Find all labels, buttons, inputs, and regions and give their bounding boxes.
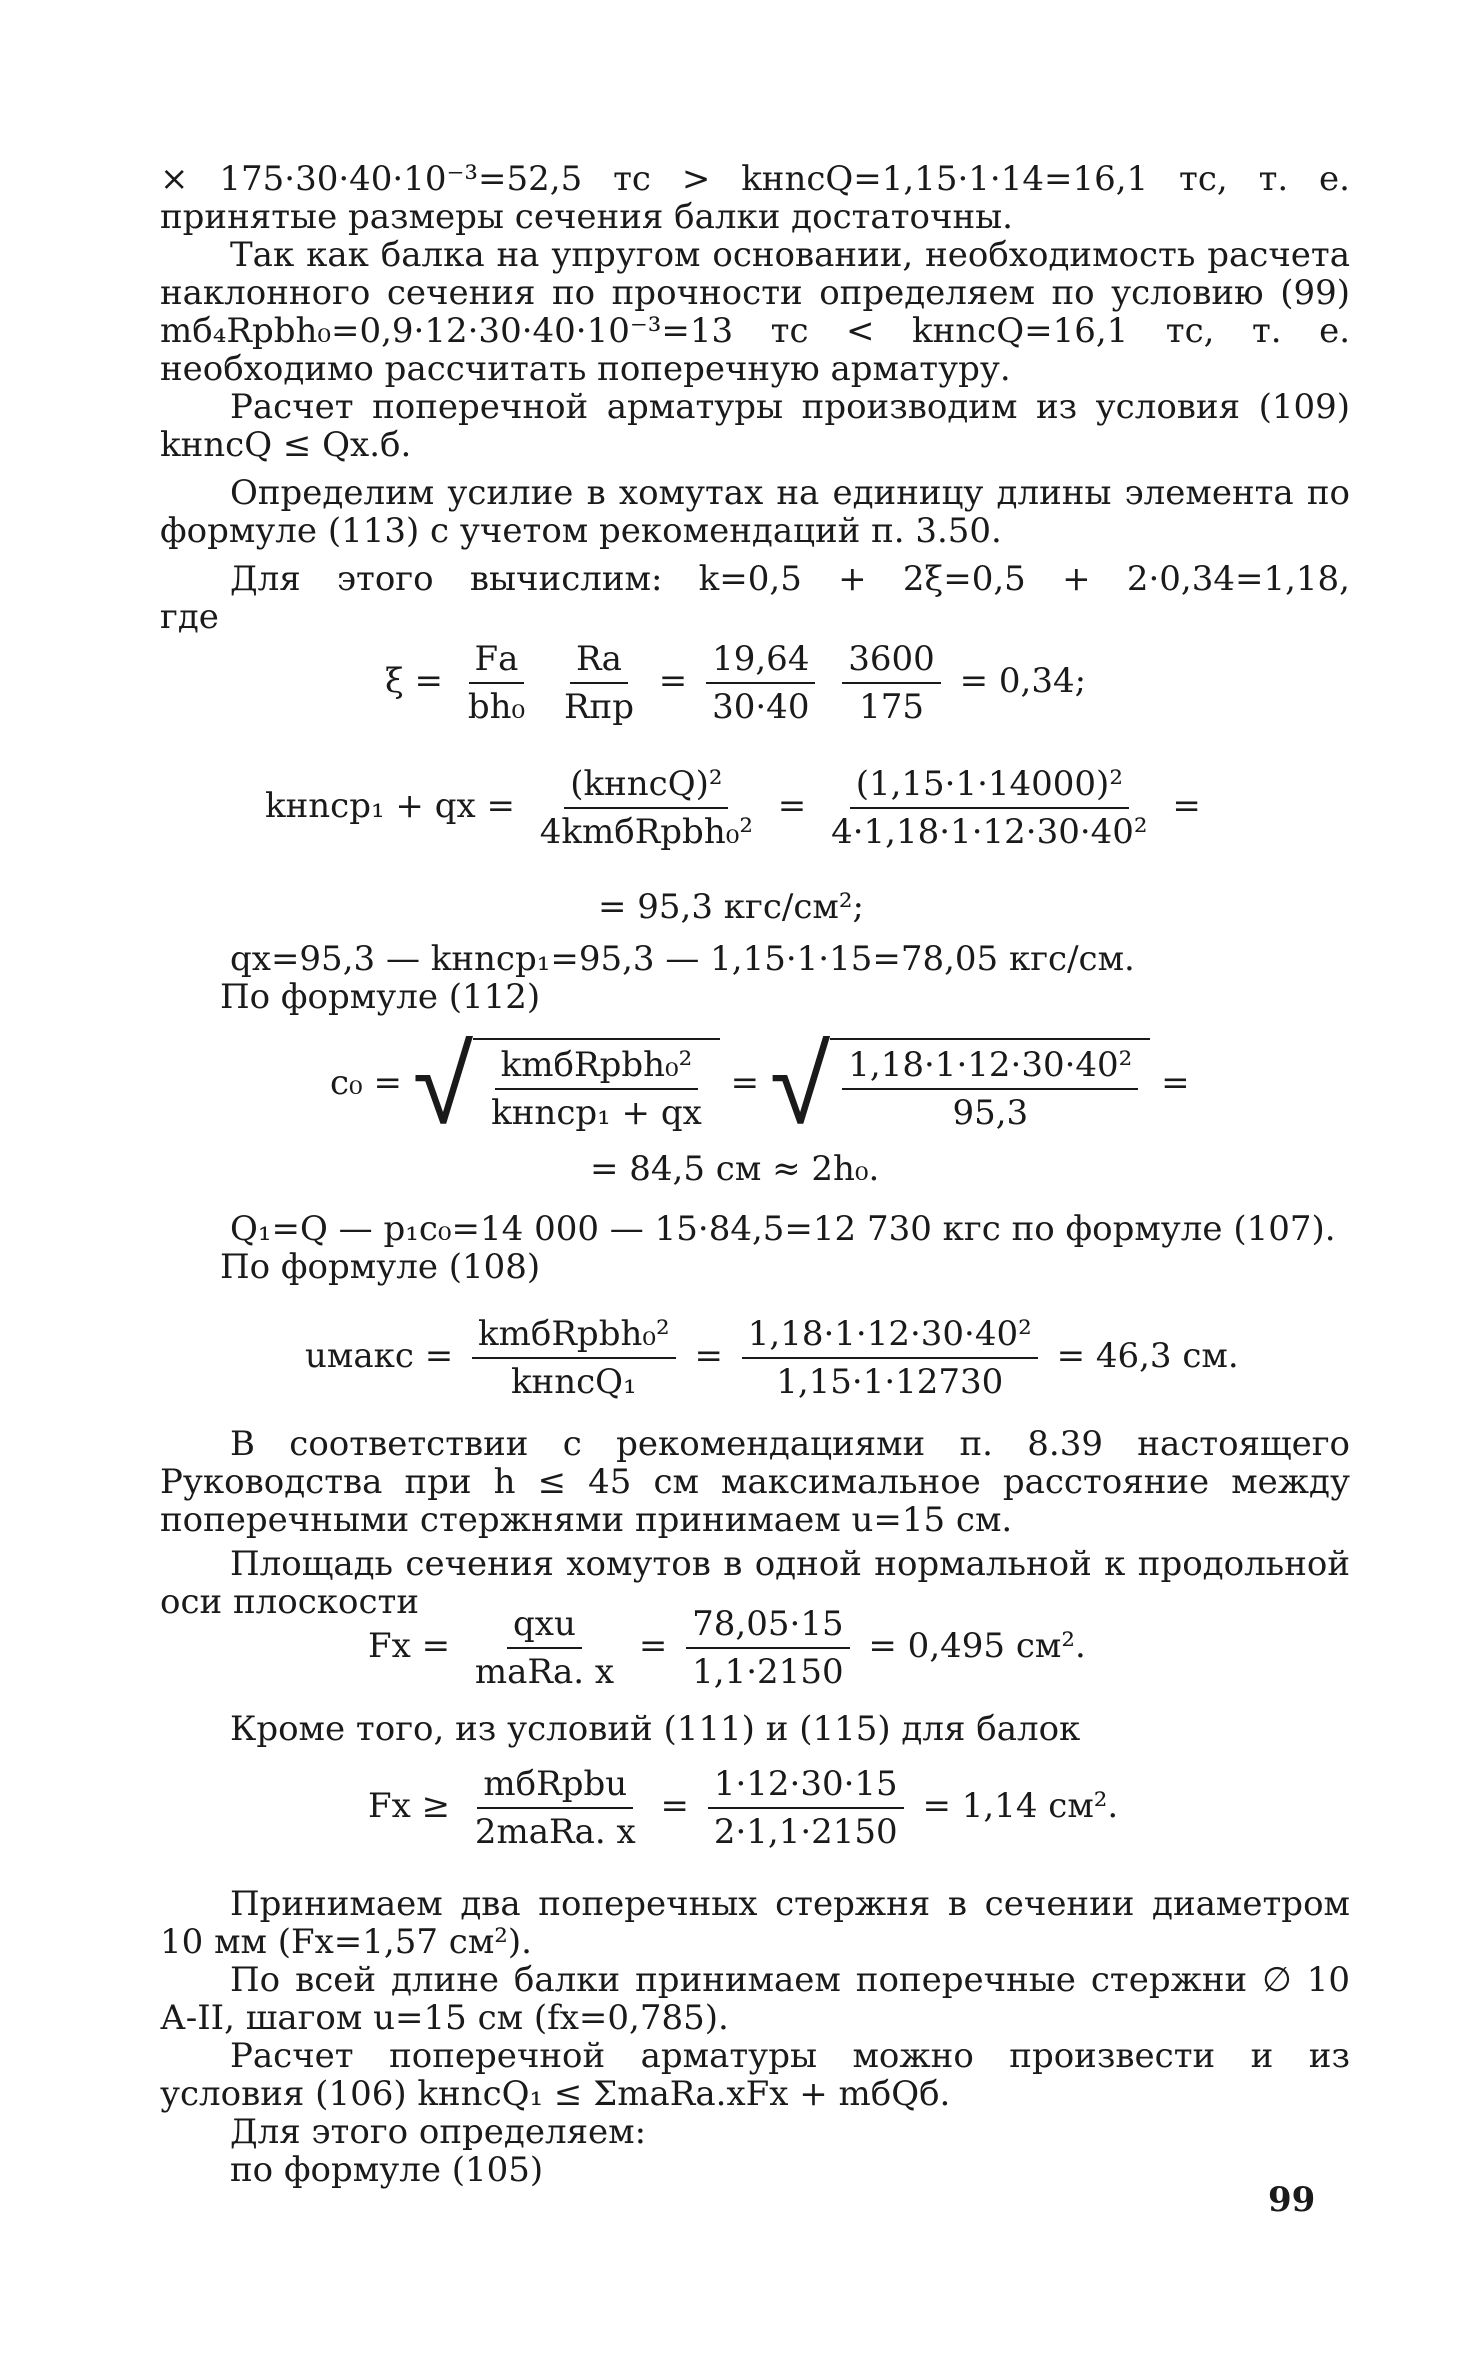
fraction (469, 1605, 620, 1691)
fraction-numerator: Fа (469, 640, 525, 684)
formula-c0-lhs: c₀ = (330, 1063, 402, 1103)
formula-fx2 (368, 1765, 1118, 1851)
equals-sign: = (660, 1786, 689, 1826)
paragraph-6: qх=95,3 — kнncp₁=95,3 — 1,15·1·15=78,05 кгс/см. (230, 939, 1135, 979)
fraction-numerator: qхu (507, 1605, 582, 1649)
equals-sign: = (730, 1063, 760, 1103)
equals-sign: = (1172, 786, 1201, 826)
paragraph-14: Расчет поперечной арматуры можно произвести и из условия (106) kнncQ₁ ≤ ΣmаRа.хFх + mбQб. (160, 2036, 1350, 2114)
equals-sign: = (638, 1626, 668, 1666)
paragraph-15: Для этого определяем: (230, 2112, 647, 2152)
fraction-denominator: Rпр (563, 687, 634, 727)
fraction (485, 1046, 708, 1132)
page-number: 99 (1268, 2180, 1316, 2220)
fraction-numerator: (kнncQ)² (564, 765, 728, 809)
formula-fx1-lhs: Fх = (368, 1626, 451, 1666)
fraction-numerator: 1·12·30·15 (708, 1765, 904, 1809)
equals-sign: = (777, 786, 807, 826)
paragraph-13: По всей длине балки принимаем поперечные стержни ∅ 10 А-II, шагом u=15 см (fх=0,785). (160, 1960, 1350, 2038)
fraction-numerator: 19,64 (706, 640, 815, 684)
equals-sign: = (694, 1336, 723, 1376)
square-root (412, 1021, 720, 1149)
formula-kp-lhs: kнncp₁ + qх = (265, 786, 515, 826)
paragraph-16: по формуле (105) (230, 2150, 544, 2190)
formula-fx1 (368, 1605, 1086, 1691)
paragraph-5-where: где (160, 597, 219, 637)
fraction-denominator: 175 (859, 687, 924, 727)
paragraph-3: Расчет поперечной арматуры производим из условия (109) kнncQ ≤ Qх.б. (160, 387, 1350, 465)
fraction-numerator: 1,18·1·12·30·40² (742, 1315, 1038, 1359)
formula-xi-lhs: ξ = (385, 661, 444, 701)
formula-kp-result: = 95,3 кгс/см²; (598, 887, 864, 927)
paragraph-7: По формуле (112) (220, 977, 541, 1017)
fraction (842, 640, 941, 726)
equals-sign: = (1161, 1063, 1190, 1103)
paragraph-8b: По формуле (108) (220, 1247, 541, 1287)
formula-fx2-lhs: Fх ≥ (368, 1786, 451, 1826)
fraction-denominator: 30·40 (712, 687, 810, 727)
fraction (686, 1605, 849, 1691)
text-section-top (160, 160, 1350, 636)
formula-kp (265, 765, 1201, 851)
fraction-denominator: 1,15·1·12730 (776, 1362, 1004, 1402)
fraction (742, 1315, 1038, 1401)
fraction-denominator: 2·1,1·2150 (713, 1812, 898, 1852)
paragraph-1: × 175·30·40·10⁻³=52,5 тс > kнncQ=1,15·1·14=16,1 тс, т. е. принятые размеры сечения балки достаточны. (160, 159, 1350, 237)
text-section-q1 (160, 1210, 1350, 1286)
fraction-denominator: mаRа. х (474, 1652, 615, 1692)
formula-c0 (330, 1021, 1190, 1149)
radicand (473, 1038, 720, 1132)
formula-xi (385, 640, 1086, 726)
fraction-denominator: kнncQ₁ (510, 1362, 637, 1402)
fraction-denominator: 1,1·2150 (692, 1652, 844, 1692)
paragraph-4: Определим усилие в хомутах на единицу длины элемента по формуле (113) с учетом рекомендаций п. 3.50. (160, 473, 1350, 551)
paragraph-11: Кроме того, из условий (111) и (115) для балок (230, 1709, 1081, 1749)
radicand (830, 1038, 1150, 1132)
radical-sign: √ (412, 1021, 474, 1149)
fraction-denominator: bh₀ (467, 687, 526, 727)
formula-result: = 46,3 см. (1056, 1336, 1239, 1376)
fraction-denominator: kнncp₁ + qх (491, 1093, 702, 1133)
fraction-numerator: 3600 (842, 640, 941, 684)
fraction-denominator: 95,3 (952, 1093, 1029, 1133)
fraction (469, 1765, 642, 1851)
fraction-denominator: 4·1,18·1·12·30·40² (831, 812, 1148, 852)
fraction (708, 1765, 904, 1851)
formula-c0-result: = 84,5 см ≈ 2h₀. (590, 1149, 880, 1189)
formula-umax (305, 1315, 1239, 1401)
fraction-numerator: 1,18·1·12·30·40² (842, 1046, 1138, 1090)
text-section-qx (160, 940, 1350, 1016)
formula-result: = 1,14 см². (922, 1786, 1119, 1826)
text-section-bottom (160, 1885, 1350, 2189)
formula-result: = 0,34; (959, 661, 1087, 701)
fraction-denominator: 4kmбRpbh₀² (539, 812, 753, 852)
fraction (558, 640, 640, 726)
fraction-numerator: mбRpbu (477, 1765, 633, 1809)
text-section-rec (160, 1425, 1350, 1621)
fraction (472, 1315, 676, 1401)
fraction (706, 640, 815, 726)
paragraph-2: Так как балка на упругом основании, необходимость расчета наклонного сечения по прочности определяем по условию (99) mб₄Rpbh₀=0,9·12·30·40·10⁻³=13 тс < kнncQ=16,1 тс, т. е. необходимо рассчитать поперечную арматуру. (160, 235, 1350, 389)
paragraph-10: Площадь сечения хомутов в одной нормальной к продольной оси плоскости (160, 1544, 1350, 1622)
fraction-numerator: (1,15·1·14000)² (850, 765, 1129, 809)
fraction-numerator: Rа (570, 640, 628, 684)
formula-umax-lhs: uмакс = (305, 1336, 454, 1376)
fraction (825, 765, 1153, 851)
square-root (769, 1021, 1150, 1149)
text-section-besides (160, 1710, 1350, 1748)
fraction-numerator: kmбRpbh₀² (495, 1046, 699, 1090)
equals-sign: = (658, 661, 688, 701)
formula-result: = 0,495 см². (868, 1626, 1086, 1666)
paragraph-9: В соответствии с рекомендациями п. 8.39 настоящего Руководства при h ≤ 45 см максимальное расстояние между поперечными стержнями принимаем u=15 см. (160, 1424, 1350, 1540)
radical-sign: √ (769, 1021, 831, 1149)
fraction (842, 1046, 1138, 1132)
paragraph-12: Принимаем два поперечных стержня в сечении диаметром 10 мм (Fх=1,57 см²). (160, 1884, 1350, 1962)
fraction (534, 765, 759, 851)
paragraph-5: Для этого вычислим: k=0,5 + 2ξ=0,5 + 2·0,34=1,18, (230, 559, 1350, 599)
paragraph-8: Q₁=Q — p₁c₀=14 000 — 15·84,5=12 730 кгс по формуле (107). (230, 1209, 1336, 1249)
fraction-numerator: kmбRpbh₀² (472, 1315, 676, 1359)
fraction-denominator: 2mаRа. х (474, 1812, 636, 1852)
fraction-numerator: 78,05·15 (686, 1605, 849, 1649)
fraction (462, 640, 531, 726)
